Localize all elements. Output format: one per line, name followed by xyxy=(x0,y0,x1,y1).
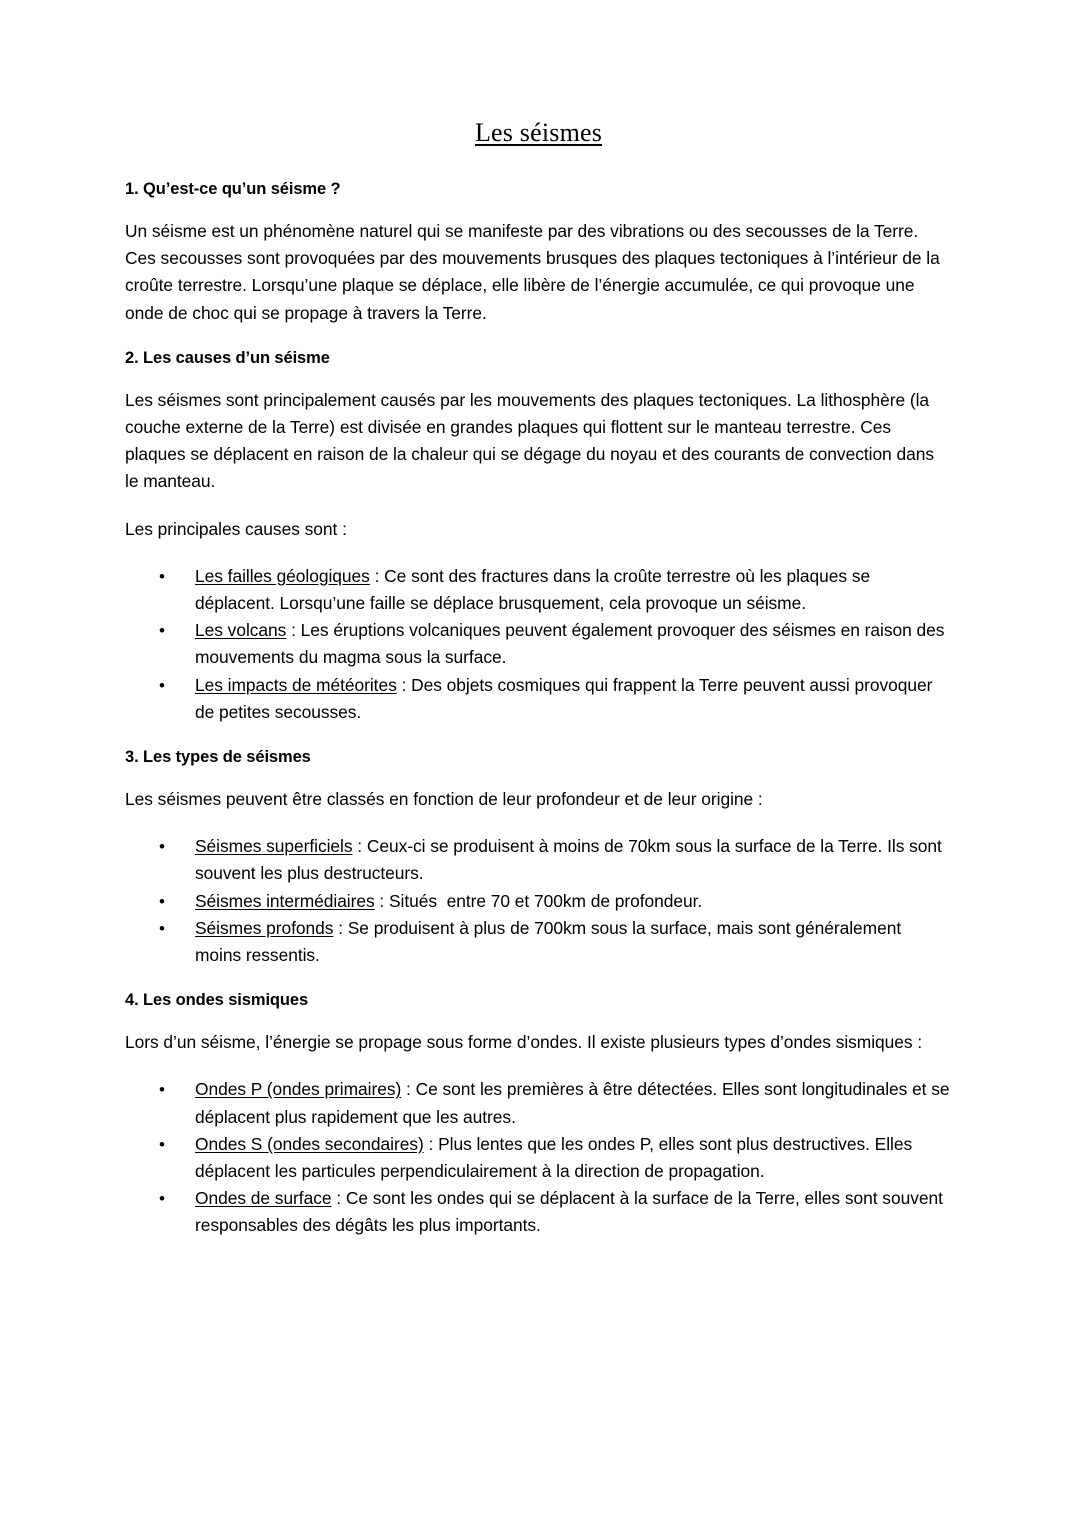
list-item-term: Ondes S (ondes secondaires) xyxy=(195,1133,424,1154)
list-item xyxy=(125,617,952,671)
list-item-text: : Se produisent à plus de 700km sous la surface, mais sont généralement moins ressentis. xyxy=(195,917,906,966)
list-item-text: : Ce sont des fractures dans la croûte terrestre où les plaques se déplacent. Lorsqu’une faille se déplace brusquement, cela provoque un séisme. xyxy=(195,565,875,614)
section-4-paragraph-1: Lors d’un séisme, l’énergie se propage sous forme d’ondes. Il existe plusieurs types d’ondes sismiques : xyxy=(125,1032,923,1053)
list-item-text: : Ceux-ci se produisent à moins de 70km sous la surface de la Terre. Ils sont souvent les plus destructeurs. xyxy=(195,836,947,884)
list-item xyxy=(125,563,952,617)
list-item-term: Les volcans xyxy=(195,620,287,641)
list-item-text: : Des objets cosmiques qui frappent la Terre peuvent aussi provoquer de petites secousses. xyxy=(195,674,938,722)
list-item-text: : Les éruptions volcaniques peuvent également provoquer des séismes en raison des mouvements du magma sous la surface. xyxy=(195,620,950,668)
section-3-paragraph-1: Les séismes peuvent être classés en fonction de leur profondeur et de leur origine : xyxy=(125,789,763,810)
list-item xyxy=(125,915,952,969)
list-item-term: Les failles géologiques xyxy=(195,565,370,586)
page-title-text: Les séismes xyxy=(474,118,603,147)
list-item-term: Ondes P (ondes primaires) xyxy=(195,1079,402,1100)
section-heading-1: 1. Qu’est-ce qu’un séisme ? xyxy=(125,180,341,198)
list-item xyxy=(125,833,952,887)
list-item xyxy=(125,1131,952,1185)
list-item xyxy=(125,1185,952,1239)
section-1-paragraph-1: Un séisme est un phénomène naturel qui se manifeste par des vibrations ou des secousses de la Terre. Ces secousses sont provoquées par des mouvements brusques des plaques tectoniques à l’intérieur de la croûte terrestre. Lorsqu’une plaque se déplace, elle libère de l’énergie accumulée, ce qui provoque une onde de choc qui se propage à travers la Terre. xyxy=(125,221,945,323)
waves-bullet-list xyxy=(125,1076,955,1239)
list-item-text: : Ce sont les ondes qui se déplacent à la surface de la Terre, elles sont souvent responsables des dégâts les plus importants. xyxy=(195,1188,948,1236)
list-item xyxy=(125,672,952,726)
list-item-term: Séismes intermédiaires xyxy=(195,890,375,911)
list-item-term: Séismes superficiels xyxy=(195,836,353,857)
list-item-text: : Ce sont les premières à être détectées. Elles sont longitudinales et se déplacent plus rapidement que les autres. xyxy=(195,1079,955,1127)
section-2-paragraph-2: Les principales causes sont : xyxy=(125,518,347,539)
list-item xyxy=(125,1076,955,1130)
section-2-paragraph-1: Les séismes sont principalement causés par les mouvements des plaques tectoniques. La lithosphère (la couche externe de la Terre) est divisée en grandes plaques qui flottent sur le manteau terrestre. Ces plaques se déplacent en raison de la chaleur qui se dégage du noyau et des courants de convection dans le manteau. xyxy=(125,389,939,492)
list-item-text: : Plus lentes que les ondes P, elles sont plus destructives. Elles déplacent les particules perpendiculairement à la direction de propagation. xyxy=(195,1133,917,1182)
list-item-term: Ondes de surface xyxy=(195,1188,332,1209)
types-bullet-list xyxy=(125,833,952,969)
section-heading-3: 3. Les types de séismes xyxy=(125,748,311,767)
list-item-term: Séismes profonds xyxy=(195,917,334,938)
section-heading-2: 2. Les causes d’un séisme xyxy=(125,348,330,367)
page-title xyxy=(125,118,952,148)
causes-bullet-list xyxy=(125,563,952,726)
list-item-term: Les impacts de météorites xyxy=(195,674,397,695)
list-item xyxy=(125,888,952,915)
section-heading-4: 4. Les ondes sismiques xyxy=(125,991,309,1010)
list-item-text: : Situés entre 70 et 700km de profondeur. xyxy=(374,890,703,911)
